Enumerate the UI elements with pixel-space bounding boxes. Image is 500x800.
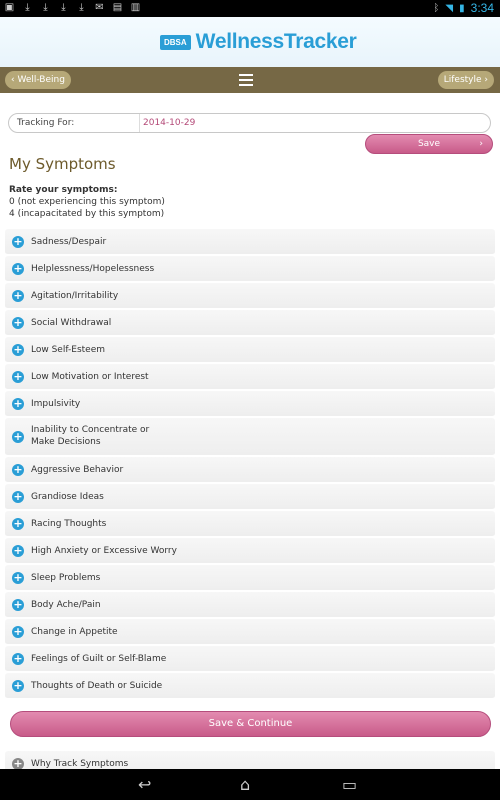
rating-instructions: [9, 184, 165, 220]
clock: 3:34: [470, 1, 494, 15]
symptom-label: Low Motivation or Interest: [31, 372, 149, 382]
image-icon: ▣: [4, 2, 15, 13]
plus-icon: +: [13, 679, 23, 692]
plus-icon: +: [13, 289, 23, 302]
system-nav-bar: [0, 769, 500, 800]
briefcase-icon: ▥: [130, 2, 141, 13]
app-logo: [160, 30, 357, 54]
symptom-label: Change in Appetite: [31, 627, 118, 637]
lifestyle-button[interactable]: Lifestyle ›: [438, 71, 494, 89]
symptom-item[interactable]: [5, 565, 495, 591]
page-title: My Symptoms: [9, 155, 116, 173]
plus-icon: +: [13, 544, 23, 557]
symptom-label: High Anxiety or Excessive Worry: [31, 546, 177, 556]
bluetooth-icon: ᛒ: [433, 2, 440, 14]
symptom-label: Impulsivity: [31, 399, 81, 409]
symptom-item[interactable]: [5, 484, 495, 510]
app-title: WellnessTracker: [195, 30, 357, 53]
download-icon: ⤓: [79, 2, 84, 13]
symptom-label: Grandiose Ideas: [31, 492, 104, 502]
symptom-item[interactable]: [5, 310, 495, 336]
back-icon[interactable]: ↩: [138, 775, 152, 794]
symptom-item[interactable]: [5, 418, 495, 456]
chevron-right-icon: ›: [479, 139, 483, 149]
tracking-for-field[interactable]: [8, 113, 491, 133]
wifi-icon: ◥: [445, 2, 454, 14]
plus-icon: +: [13, 343, 23, 356]
home-icon[interactable]: ⌂: [240, 775, 251, 794]
why-track-label: Why Track Symptoms: [31, 759, 129, 769]
plus-icon: +: [13, 235, 23, 248]
rate-scale-max: 4 (incapacitated by this symptom): [9, 209, 165, 219]
symptom-item[interactable]: [5, 256, 495, 282]
mail-icon: ✉: [95, 2, 104, 13]
plus-icon: +: [13, 598, 23, 611]
symptom-label: [31, 424, 149, 448]
why-track-symptoms-item[interactable]: [5, 751, 495, 769]
field-divider: [139, 114, 140, 132]
dbsa-badge: DBSA: [160, 35, 191, 50]
symptom-item[interactable]: [5, 457, 495, 483]
symptom-item[interactable]: [5, 538, 495, 564]
status-bar: [0, 0, 500, 17]
plus-icon: +: [13, 757, 23, 769]
menu-icon[interactable]: [239, 74, 253, 86]
download-icon: ⤓: [25, 2, 30, 13]
plus-icon: +: [13, 430, 23, 443]
tracking-for-label: Tracking For:: [17, 118, 75, 128]
plus-icon: +: [13, 397, 23, 410]
symptom-item[interactable]: [5, 646, 495, 672]
download-icon: ⤓: [61, 2, 66, 13]
download-icon: ⤓: [43, 2, 48, 13]
symptom-item[interactable]: [5, 337, 495, 363]
battery-icon: ▮: [459, 2, 465, 14]
symptom-label: Agitation/Irritability: [31, 291, 119, 301]
symptom-item[interactable]: [5, 619, 495, 645]
save-label: Save: [417, 139, 441, 149]
well-being-button[interactable]: ‹ Well-Being: [5, 71, 71, 89]
symptom-item[interactable]: [5, 673, 495, 699]
plus-icon: +: [13, 625, 23, 638]
symptom-label-line1: Inability to Concentrate or: [31, 425, 150, 435]
rate-scale-min: 0 (not experiencing this symptom): [9, 197, 165, 207]
rate-title: Rate your symptoms:: [9, 185, 118, 195]
symptom-label: Sleep Problems: [31, 573, 101, 583]
plus-icon: +: [13, 316, 23, 329]
symptom-label: Body Ache/Pain: [31, 600, 101, 610]
symptom-label: Low Self-Esteem: [31, 345, 106, 355]
notification-icons: [4, 2, 141, 14]
plus-icon: +: [13, 652, 23, 665]
system-icons: [433, 1, 494, 15]
section-nav: [0, 67, 500, 93]
plus-icon: +: [13, 463, 23, 476]
symptom-label: Aggressive Behavior: [31, 465, 124, 475]
symptom-label: Social Withdrawal: [31, 318, 112, 328]
symptom-item[interactable]: [5, 229, 495, 255]
plus-icon: +: [13, 262, 23, 275]
tracking-date-input[interactable]: 2014-10-29: [143, 118, 196, 128]
save-continue-button[interactable]: Save & Continue: [10, 711, 491, 737]
symptom-label: Feelings of Guilt or Self-Blame: [31, 654, 167, 664]
symptom-label-line2: Make Decisions: [31, 437, 101, 447]
plus-icon: +: [13, 490, 23, 503]
symptom-label: Helplessness/Hopelessness: [31, 264, 155, 274]
recent-apps-icon[interactable]: ▭: [342, 775, 358, 794]
symptom-item[interactable]: [5, 511, 495, 537]
symptom-label: Racing Thoughts: [31, 519, 107, 529]
symptom-label: Sadness/Despair: [31, 237, 107, 247]
plus-icon: +: [13, 370, 23, 383]
symptom-item[interactable]: [5, 391, 495, 417]
main-content[interactable]: [0, 93, 500, 769]
symptom-item[interactable]: [5, 592, 495, 618]
symptom-item[interactable]: [5, 364, 495, 390]
plus-icon: +: [13, 571, 23, 584]
app-header: [0, 17, 500, 67]
plus-icon: +: [13, 517, 23, 530]
bag-icon: ▤: [112, 2, 123, 13]
symptom-label: Thoughts of Death or Suicide: [31, 681, 163, 691]
save-button[interactable]: [365, 134, 493, 154]
symptom-item[interactable]: [5, 283, 495, 309]
symptom-list: [5, 229, 495, 700]
